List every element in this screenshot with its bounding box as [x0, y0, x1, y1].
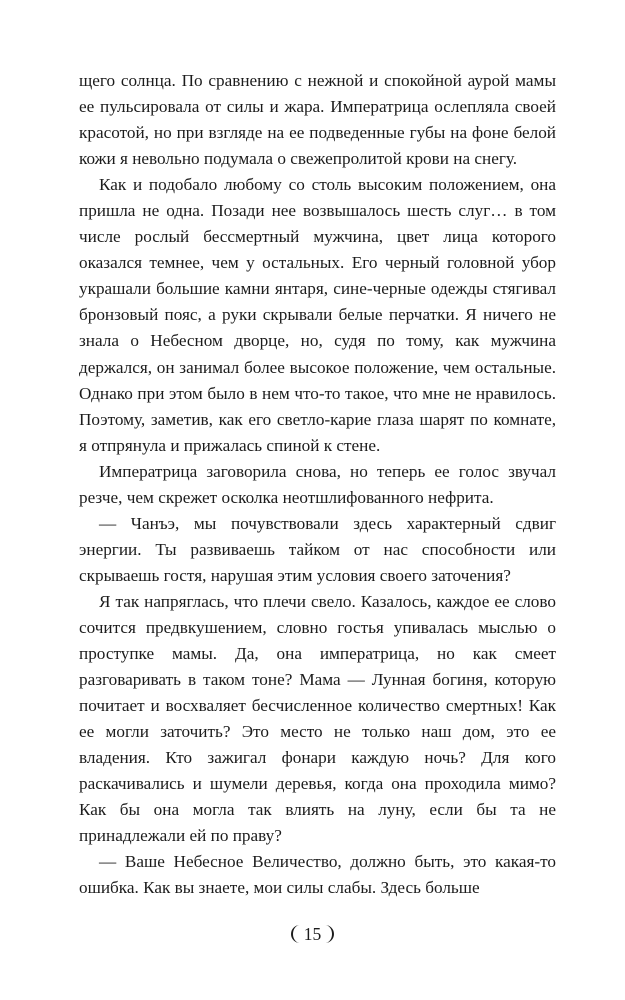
paragraph-5: Я так напряглась, что плечи свело. Казалось, каждое ее слово сочится предвкушением, словно гостья упивалась мыслью о проступке мамы. Да, она императрица, но как смеет разговаривать в таком тоне? Мама — Лунная богиня, которую почитает и восхваляет бесчисленное количество смертных! Как ее могли заточить? Это место не только наш дом, это ее владения. Кто зажигал фонари каждую ночь? Для кого раскачивались и шумели деревья, когда она проходила мимо? Как бы она могла так влиять на луну, если бы та не принадлежали ей по праву? [79, 591, 556, 846]
paragraph-2: Как и подобало любому со столь высоким положением, она пришла не одна. Позади нее возвышалось шесть слуг… в том числе рослый бессмертный мужчина, цвет лица которого оказался темнее, чем у остальных. Его черный головной убор украшали большие камни янтаря, сине-черные одежды стягивал бронзовый пояс, а руки скрывали белые перчатки. Я ничего не знала о Небесном дворце, но, судя по тому, как мужчина держался, он занимал более высокое положение, чем остальные. Однако при этом было в нем что-то такое, что мне не нравилось. Поэтому, заметив, как его светло-карие глаза шарят по комнате, я отпрянула и прижалась спиной к стене. [79, 175, 556, 455]
paragraph-1: щего солнца. По сравнению с нежной и спокойной аурой мамы ее пульсировала от силы и жара. Императрица ослепляла своей красотой, но при взгляде на ее подведенные губы на фоне белой кожи я невольно подумала о свежепролитой крови на снегу. [79, 71, 556, 169]
crescent-moon-right-icon [323, 924, 336, 944]
crescent-moon-left-icon [289, 924, 302, 944]
body-text [79, 68, 556, 902]
paragraph-4-dialogue: — Чанъэ, мы почувствовали здесь характерный сдвиг энергии. Ты развиваешь тайком от нас способности или скрываешь гостя, нарушая этим условия своего заточения? [79, 513, 556, 585]
page-footer [0, 922, 625, 946]
page-number: 15 [303, 924, 322, 944]
paragraph-3: Императрица заговорила снова, но теперь ее голос звучал резче, чем скрежет осколка неотшлифованного нефрита. [79, 461, 556, 507]
paragraph-6-dialogue: — Ваше Небесное Величество, должно быть, это какая-то ошибка. Как вы знаете, мои силы слабы. Здесь больше [79, 852, 556, 898]
